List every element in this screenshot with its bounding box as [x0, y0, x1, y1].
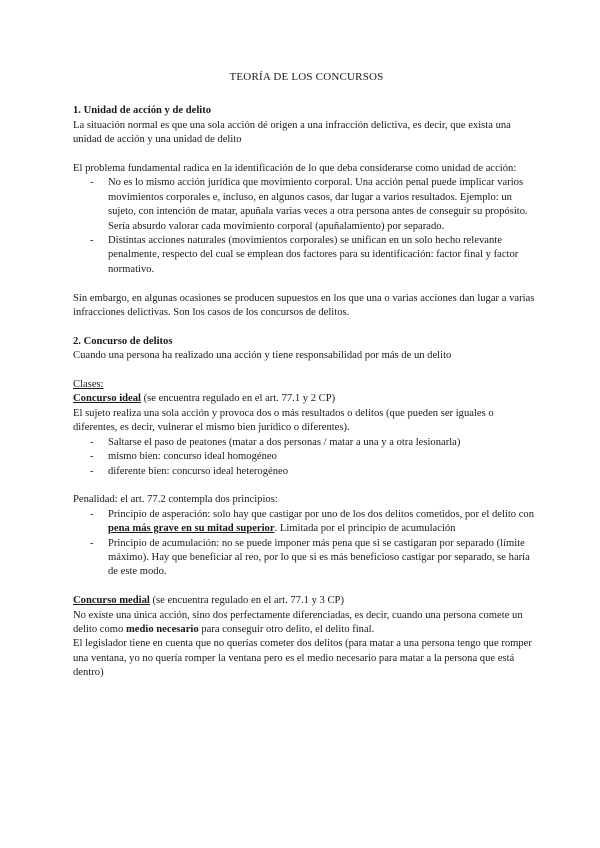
- spacer: [73, 580, 540, 594]
- page-title: TEORÍA DE LOS CONCURSOS: [229, 71, 384, 83]
- spacer: [73, 364, 540, 378]
- section-1-paragraph-3: Sin embargo, en algunas ocasiones se producen supuestos en los que una o varias acciones dan lugar a varias infracciones delictivas. Son los casos de los concursos de delitos.: [73, 292, 535, 319]
- asperacion-bold: pena más grave en su mitad superior: [108, 523, 275, 535]
- concurso-ideal-label: Concurso ideal: [73, 393, 141, 405]
- section-2-heading: 2. Concurso de delitos: [73, 335, 173, 347]
- concurso-medial-ref: (se encuentra regulado en el art. 77.1 y 3 CP): [149, 595, 344, 607]
- penalidad-intro: Penalidad: el art. 77.2 contempla dos principios:: [73, 494, 278, 506]
- concurso-ideal-ref: (se encuentra regulado en el art. 77.1 y 2 CP): [140, 393, 336, 405]
- spacer: [73, 320, 540, 334]
- list-item: - Saltarse el paso de peatones (matar a dos personas / matar a una y a otra lesionarla): [108, 436, 540, 450]
- concurso-ideal-list: [73, 436, 540, 479]
- section-1-heading: 1. Unidad de acción y de delito: [73, 105, 212, 117]
- concurso-medial-line: [73, 594, 540, 608]
- section-1-paragraph-1: La situación normal es que una sola acción dé origen a una infracción delictiva, es decir, que exista una unidad de acción y una unidad de delito: [73, 119, 511, 146]
- medial-text-a: No existe una única acción, sino dos perfectamente diferenciadas, es decir, cuando una persona comete un delito como: [73, 609, 523, 635]
- medial-bold: medio necesario: [125, 623, 199, 635]
- concurso-medial-paragraph-2: El legislador tiene en cuenta que no querías cometer dos delitos (para matar a una persona tengo que romper una ventana, yo no quería romper la ventana pero es el medio necesario para matar a la persona que está dentro): [73, 638, 532, 679]
- clases-label: Clases:: [73, 379, 104, 391]
- spacer: [73, 277, 540, 291]
- concurso-ideal-line: [73, 392, 540, 406]
- concurso-ideal-description: El sujeto realiza una sola acción y provoca dos o más resultados o delitos (que pueden ser iguales o diferentes, es decir, vulnerar el mismo bien jurídico o diferentes).: [73, 407, 494, 434]
- section-1-paragraph-2: El problema fundamental radica en la identificación de lo que deba considerarse como unidad de acción:: [73, 163, 517, 175]
- list-item: - Distintas acciones naturales (movimientos corporales) se unifican en un solo hecho relevante penalmente, respecto del cual se emplean dos factores para su identificación: factor final y factor normativo.: [108, 234, 540, 277]
- penalidad-list: [73, 508, 540, 580]
- spacer: [73, 148, 540, 162]
- asperacion-text-a: Principio de asperación: solo hay que castigar por uno de los dos delitos cometidos, por el delito con: [108, 508, 535, 520]
- list-item: - mismo bien: concurso ideal homogéneo: [108, 450, 540, 464]
- spacer: [73, 479, 540, 493]
- concurso-medial-description: [73, 609, 540, 638]
- concurso-medial-label: Concurso medial: [73, 595, 150, 607]
- list-item: [108, 508, 540, 537]
- section-2-paragraph-1: Cuando una persona ha realizado una acción y tiene responsabilidad por más de un delito: [73, 350, 452, 362]
- list-item: - No es lo mismo acción jurídica que movimiento corporal. Una acción penal puede implicar varios movimientos corporales e, incluso, en algunos casos, dar lugar a varios resultados. Ejemplo: un sujeto, con intención de matar, apuñala varias veces a otra persona antes de conseguir su propósito. Sería absurdo valorar cada movimiento corporal (apuñalamiento) por separado.: [108, 176, 540, 234]
- medial-text-b: para conseguir otro delito, el delito final.: [198, 623, 375, 635]
- list-item: - Principio de acumulación: no se puede imponer más pena que si se castigaran por separado (límite máximo). Hay que beneficiar al reo, por lo que si es más beneficioso castigar por separado, se haría de este modo.: [108, 537, 540, 580]
- list-item: - diferente bien: concurso ideal heterogéneo: [108, 465, 540, 479]
- section-1-list: [73, 176, 540, 277]
- asperacion-text-b: . Limitada por el principio de acumulación: [274, 523, 456, 535]
